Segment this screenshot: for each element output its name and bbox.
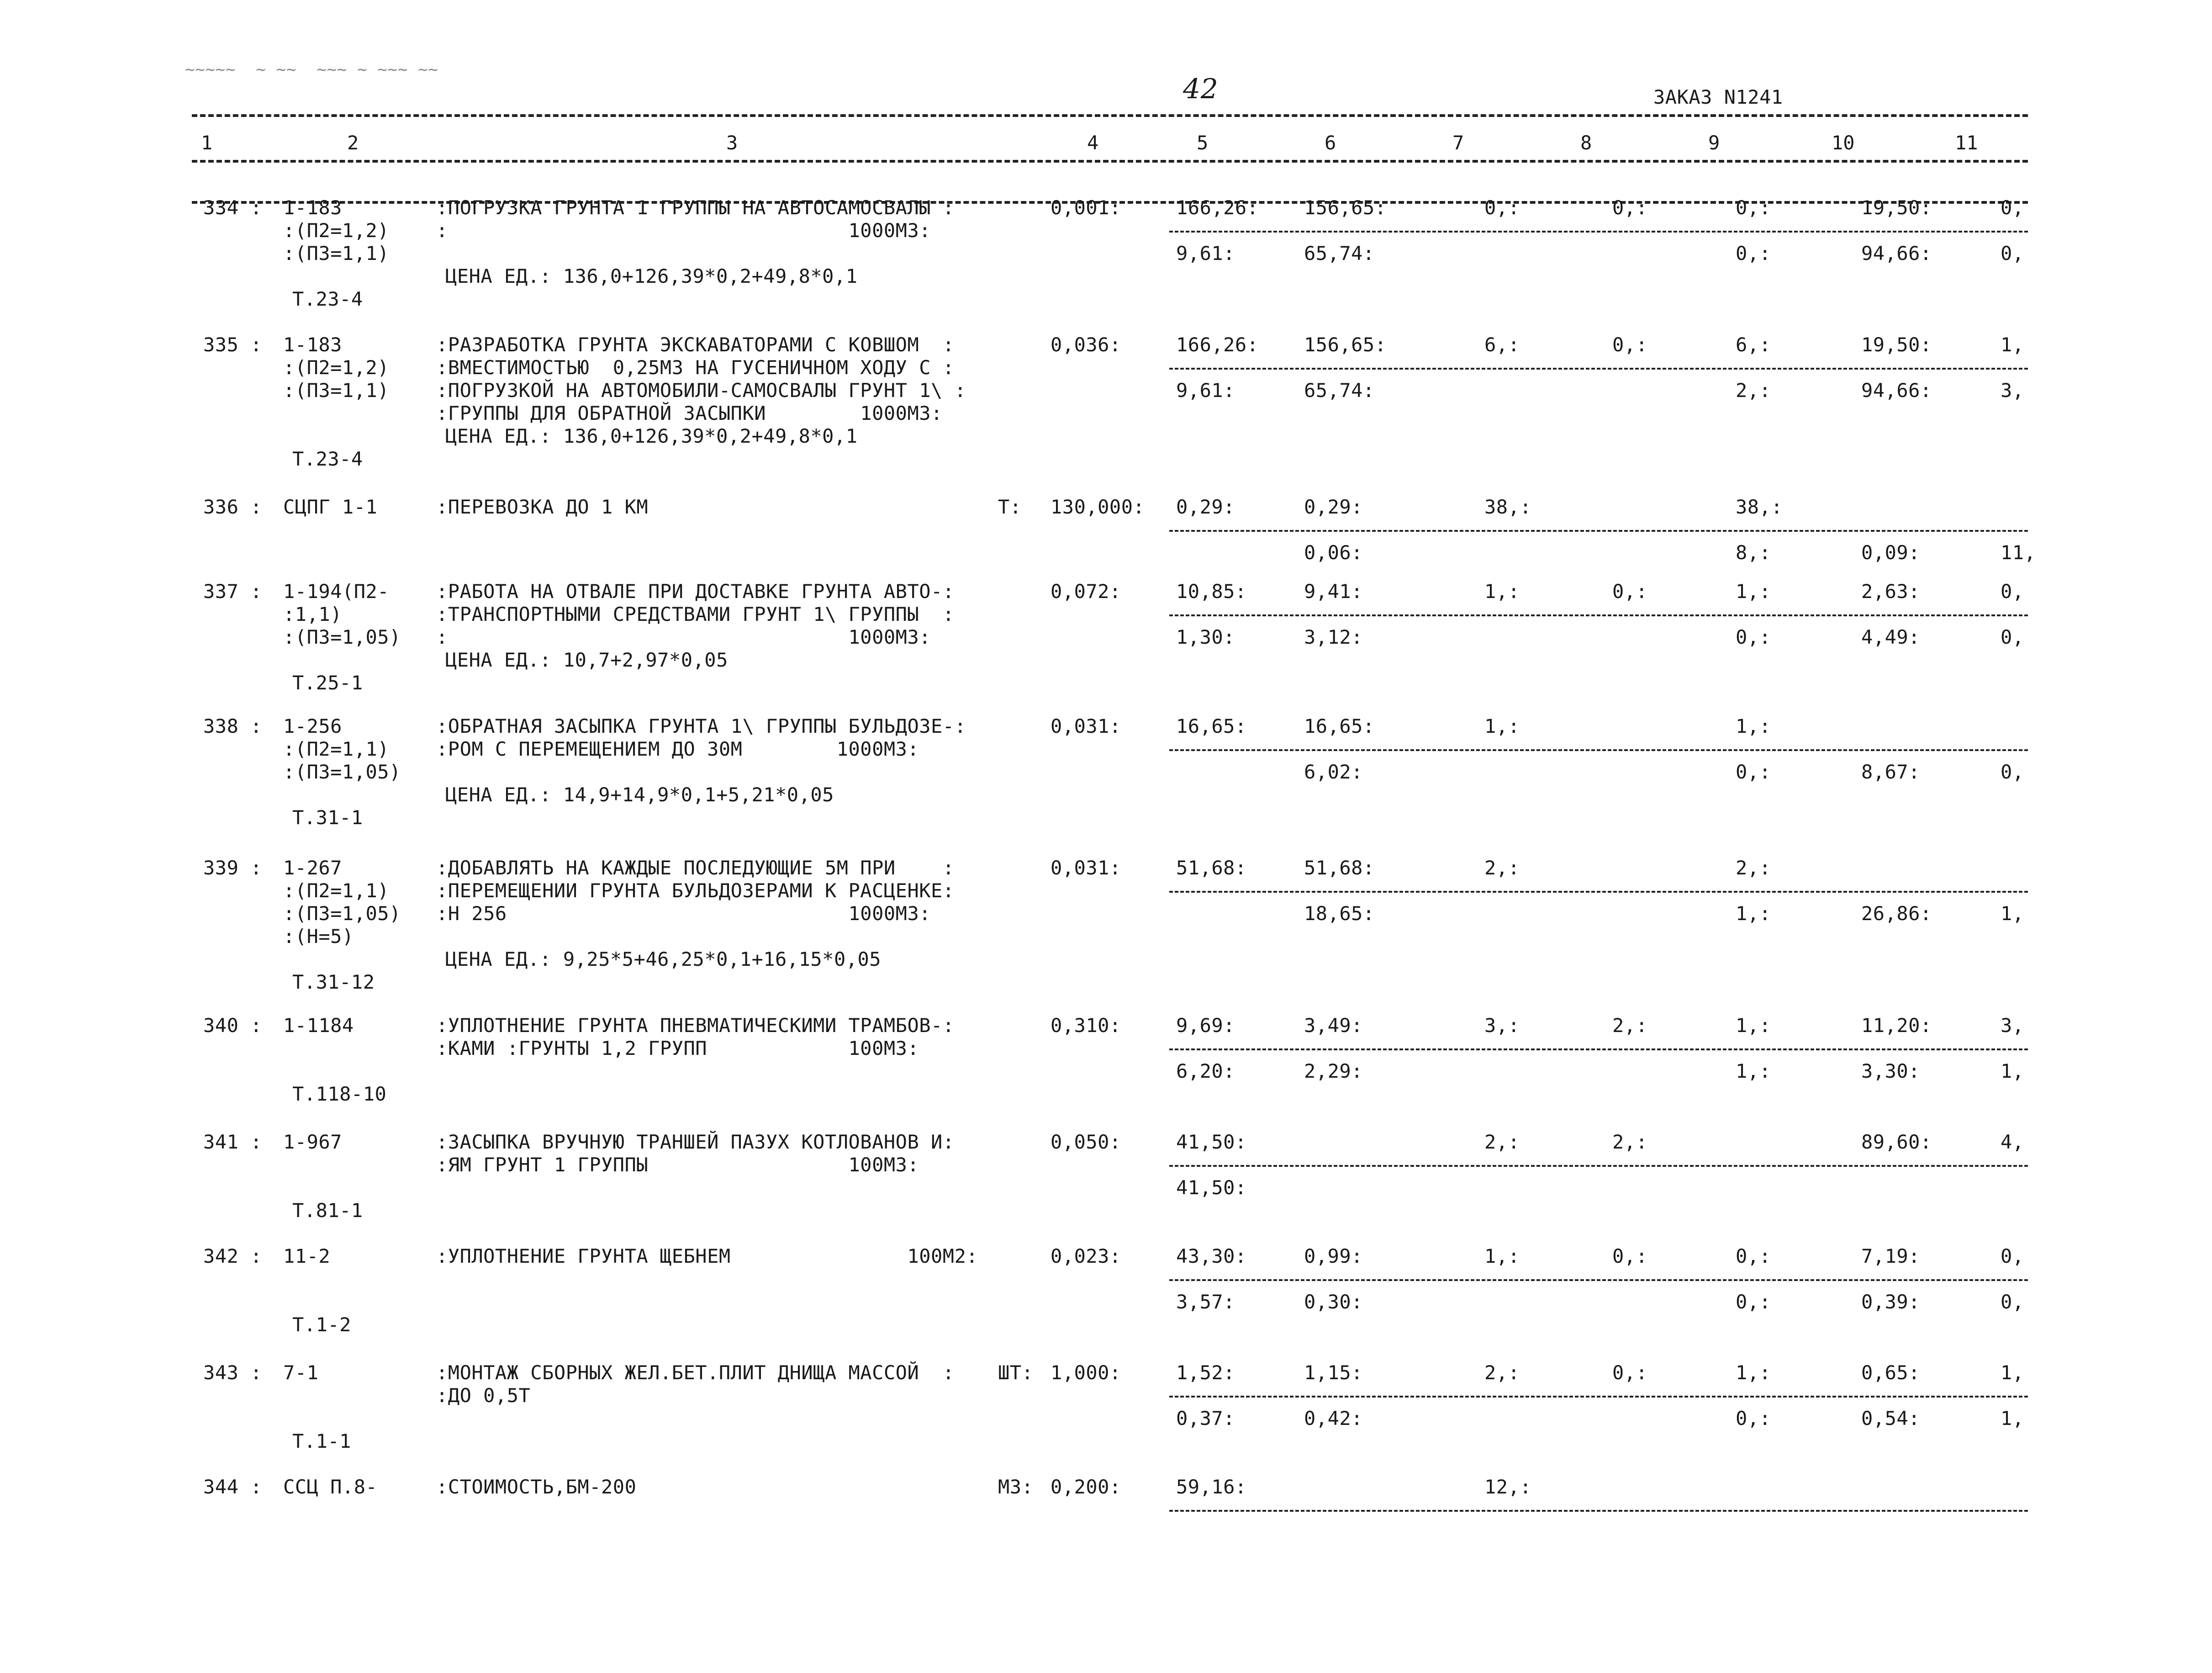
cell-c6-bottom: 0,30: bbox=[1304, 1291, 1363, 1313]
cell-c11-top: 4, bbox=[2001, 1131, 2024, 1153]
column-number: 8 bbox=[1580, 132, 1592, 154]
row-code: 1-1184 bbox=[283, 1014, 354, 1037]
row-code: 1-967 bbox=[283, 1131, 342, 1153]
cell-c5-top: 10,85: bbox=[1176, 580, 1247, 603]
cell-c6-top: 156,65: bbox=[1304, 334, 1387, 356]
row-description: :ГРУППЫ ДЛЯ ОБРАТНОЙ ЗАСЫПКИ 1000М3: bbox=[436, 402, 943, 424]
cell-col4: 0,001: bbox=[1051, 196, 1121, 219]
cell-c9-top: 38,: bbox=[1736, 496, 1783, 518]
row-price-formula: ЦЕНА ЕД.: 10,7+2,97*0,05 bbox=[445, 649, 728, 671]
cell-c11-bottom: 3, bbox=[2001, 379, 2024, 402]
row-number: 334 : bbox=[203, 196, 262, 219]
cell-c9-top: 0,: bbox=[1736, 1245, 1771, 1267]
cell-c6-top: 9,41: bbox=[1304, 580, 1363, 603]
row-code: :(П2=1,2) bbox=[283, 356, 390, 379]
cell-divider bbox=[1169, 1165, 2028, 1167]
cell-divider bbox=[1169, 1279, 2028, 1281]
cell-c6-bottom: 18,65: bbox=[1304, 902, 1375, 925]
cell-c5-bottom: 41,50: bbox=[1176, 1176, 1247, 1199]
cell-col4: 0,023: bbox=[1051, 1245, 1121, 1267]
cell-c8-top: 0,: bbox=[1612, 334, 1648, 356]
cell-c8-top: 0,: bbox=[1612, 196, 1648, 219]
row-description: :Н 256 1000М3: bbox=[436, 902, 931, 925]
cell-c5-bottom: 9,61: bbox=[1176, 242, 1235, 265]
cell-col4: 0,031: bbox=[1051, 715, 1121, 737]
cell-c11-top: 1, bbox=[2001, 1361, 2024, 1384]
cell-c7-top: 38,: bbox=[1484, 496, 1532, 518]
cell-c9-bottom: 0,: bbox=[1736, 1291, 1771, 1313]
cell-c6-top: 16,65: bbox=[1304, 715, 1375, 737]
cell-c11-top: 0, bbox=[2001, 196, 2024, 219]
row-code: 11-2 bbox=[283, 1245, 331, 1267]
cell-c11-bottom: 0, bbox=[2001, 761, 2024, 783]
cell-c6-top: 3,49: bbox=[1304, 1014, 1363, 1037]
cell-col4: 1,000: bbox=[1051, 1361, 1121, 1384]
row-reference: Т.23-4 bbox=[292, 288, 363, 310]
row-number: 344 : bbox=[203, 1476, 262, 1498]
cell-col4: 0,310: bbox=[1051, 1014, 1121, 1037]
cell-c7-top: 6,: bbox=[1484, 334, 1520, 356]
row-price-formula: ЦЕНА ЕД.: 9,25*5+46,25*0,1+16,15*0,05 bbox=[445, 948, 882, 970]
row-description: :ВМЕСТИМОСТЬЮ 0,25М3 НА ГУСЕНИЧНОМ ХОДУ С : bbox=[436, 356, 955, 379]
row-reference: Т.81-1 bbox=[292, 1199, 363, 1222]
row-price-formula: ЦЕНА ЕД.: 136,0+126,39*0,2+49,8*0,1 bbox=[445, 265, 858, 287]
row-code: :(П3=1,1) bbox=[283, 242, 390, 265]
row-code: :(П3=1,05) bbox=[283, 626, 401, 648]
row-code: :(П3=1,05) bbox=[283, 761, 401, 783]
column-number: 11 bbox=[1955, 132, 1978, 154]
cell-c6-top: 51,68: bbox=[1304, 857, 1375, 879]
cell-c10-bottom: 0,39: bbox=[1861, 1291, 1920, 1313]
cell-c11-bottom: 1, bbox=[2001, 1407, 2024, 1429]
cell-c7-top: 1,: bbox=[1484, 715, 1520, 737]
cell-c9-top: 6,: bbox=[1736, 334, 1771, 356]
column-number: 3 bbox=[726, 132, 738, 154]
cell-c9-top: 1,: bbox=[1736, 1361, 1771, 1384]
cell-c10-top: 19,50: bbox=[1861, 334, 1932, 356]
row-description: :СТОИМОСТЬ,БМ-200 bbox=[436, 1476, 637, 1498]
cell-c8-top: 2,: bbox=[1612, 1014, 1648, 1037]
column-number: 5 bbox=[1197, 132, 1209, 154]
row-code: 7-1 bbox=[283, 1361, 319, 1384]
row-code: :(П2=1,2) bbox=[283, 219, 390, 242]
row-description: :ПЕРЕВОЗКА ДО 1 КМ bbox=[436, 496, 649, 518]
row-number: 342 : bbox=[203, 1245, 262, 1267]
cell-c6-bottom: 3,12: bbox=[1304, 626, 1363, 648]
row-description: :КАМИ :ГРУНТЫ 1,2 ГРУПП 100М3: bbox=[436, 1037, 919, 1059]
row-description: :ОБРАТНАЯ ЗАСЫПКА ГРУНТА 1\ ГРУППЫ БУЛЬДОЗЕ-: bbox=[436, 715, 966, 737]
cell-col4: 0,031: bbox=[1051, 857, 1121, 879]
cell-c11-bottom: 0, bbox=[2001, 626, 2024, 648]
row-description: :РАЗРАБОТКА ГРУНТА ЭКСКАВАТОРАМИ С КОВШОМ : bbox=[436, 334, 955, 356]
row-description: :ДО 0,5Т bbox=[436, 1384, 531, 1407]
cell-col4: 0,036: bbox=[1051, 334, 1121, 356]
column-number: 9 bbox=[1708, 132, 1720, 154]
cell-c5-top: 9,69: bbox=[1176, 1014, 1235, 1037]
row-description: :РАБОТА НА ОТВАЛЕ ПРИ ДОСТАВКЕ ГРУНТА АВТО-: bbox=[436, 580, 955, 603]
row-code: :(П3=1,1) bbox=[283, 379, 390, 402]
cell-divider bbox=[1169, 368, 2028, 370]
cell-c5-top: 166,26: bbox=[1176, 334, 1259, 356]
cell-c11-top: 0, bbox=[2001, 580, 2024, 603]
cell-c5-top: 59,16: bbox=[1176, 1476, 1247, 1498]
cell-c10-top: 7,19: bbox=[1861, 1245, 1920, 1267]
cell-divider bbox=[1169, 530, 2028, 532]
column-number: 1 bbox=[201, 132, 213, 154]
cell-c5-top: 16,65: bbox=[1176, 715, 1247, 737]
cell-c10-top: 2,63: bbox=[1861, 580, 1920, 603]
cell-c5-top: 51,68: bbox=[1176, 857, 1247, 879]
cell-col4: 0,200: bbox=[1051, 1476, 1121, 1498]
row-number: 341 : bbox=[203, 1131, 262, 1153]
row-description: :ТРАНСПОРТНЫМИ СРЕДСТВАМИ ГРУНТ 1\ ГРУППЫ : bbox=[436, 603, 955, 625]
column-number: 6 bbox=[1325, 132, 1336, 154]
cell-c5-bottom: 3,57: bbox=[1176, 1291, 1235, 1313]
cell-c11-bottom: 0, bbox=[2001, 242, 2024, 265]
cell-c9-top: 2,: bbox=[1736, 857, 1771, 879]
row-reference: Т.25-1 bbox=[292, 672, 363, 694]
cell-c9-top: 1,: bbox=[1736, 715, 1771, 737]
cell-c10-bottom: 94,66: bbox=[1861, 242, 1932, 265]
row-description: :ЗАСЫПКА ВРУЧНУЮ ТРАНШЕЙ ПАЗУХ КОТЛОВАНОВ И: bbox=[436, 1131, 955, 1153]
column-number: 2 bbox=[347, 132, 359, 154]
cell-c10-top: 0,65: bbox=[1861, 1361, 1920, 1384]
row-description: :МОНТАЖ СБОРНЫХ ЖЕЛ.БЕТ.ПЛИТ ДНИЩА МАССОЙ : bbox=[436, 1361, 955, 1384]
cell-c10-bottom: 26,86: bbox=[1861, 902, 1932, 925]
cell-c11-top: 1, bbox=[2001, 334, 2024, 356]
cell-c7-top: 2,: bbox=[1484, 1131, 1520, 1153]
cell-c11-bottom: 11, bbox=[2001, 541, 2036, 564]
row-description: :УПЛОТНЕНИЕ ГРУНТА ПНЕВМАТИЧЕСКИМИ ТРАМБОВ-: bbox=[436, 1014, 955, 1037]
cell-c6-bottom: 0,06: bbox=[1304, 541, 1363, 564]
cell-c7-top: 12,: bbox=[1484, 1476, 1532, 1498]
cell-c9-bottom: 0,: bbox=[1736, 761, 1771, 783]
row-code: 1-183 bbox=[283, 196, 342, 219]
row-number: 335 : bbox=[203, 334, 262, 356]
column-number: 10 bbox=[1832, 132, 1855, 154]
row-number: 339 : bbox=[203, 857, 262, 879]
cell-divider bbox=[1169, 1396, 2028, 1398]
cell-c9-bottom: 0,: bbox=[1736, 626, 1771, 648]
cell-c8-top: 0,: bbox=[1612, 1361, 1648, 1384]
cell-c11-top: 3, bbox=[2001, 1014, 2024, 1037]
row-number: 338 : bbox=[203, 715, 262, 737]
cell-divider bbox=[1169, 231, 2028, 233]
row-code: СЦПГ 1-1 bbox=[283, 496, 378, 518]
cell-c11-bottom: 0, bbox=[2001, 1291, 2024, 1313]
cell-c7-top: 2,: bbox=[1484, 857, 1520, 879]
column-number: 7 bbox=[1452, 132, 1464, 154]
row-description: :УПЛОТНЕНИЕ ГРУНТА ЩЕБНЕМ 100М2: bbox=[436, 1245, 978, 1267]
cell-c10-top: 11,20: bbox=[1861, 1014, 1932, 1037]
cell-c6-bottom: 2,29: bbox=[1304, 1060, 1363, 1082]
column-number: 4 bbox=[1087, 132, 1099, 154]
row-code: 1-183 bbox=[283, 334, 342, 356]
cell-c7-top: 1,: bbox=[1484, 1245, 1520, 1267]
cell-c6-bottom: 65,74: bbox=[1304, 379, 1375, 402]
row-unit: Т: bbox=[998, 496, 1022, 518]
cell-c10-bottom: 4,49: bbox=[1861, 626, 1920, 648]
cell-col4: 0,072: bbox=[1051, 580, 1121, 603]
cell-c9-bottom: 1,: bbox=[1736, 1060, 1771, 1082]
cell-col4: 130,000: bbox=[1051, 496, 1145, 518]
row-code: 1-256 bbox=[283, 715, 342, 737]
cell-c5-top: 0,29: bbox=[1176, 496, 1235, 518]
row-number: 340 : bbox=[203, 1014, 262, 1037]
cell-divider bbox=[1169, 891, 2028, 893]
order-label: ЗАКАЗ N1241 bbox=[1653, 86, 1783, 108]
row-reference: Т.118-10 bbox=[292, 1083, 387, 1105]
row-reference: Т.1-2 bbox=[292, 1313, 351, 1336]
row-code: :(Н=5) bbox=[283, 925, 354, 948]
row-code: :(П3=1,05) bbox=[283, 902, 401, 925]
row-description: :ЯМ ГРУНТ 1 ГРУППЫ 100М3: bbox=[436, 1154, 919, 1176]
cell-c10-bottom: 8,67: bbox=[1861, 761, 1920, 783]
cell-c5-top: 43,30: bbox=[1176, 1245, 1247, 1267]
cell-c11-bottom: 1, bbox=[2001, 902, 2024, 925]
cell-c9-bottom: 0,: bbox=[1736, 1407, 1771, 1429]
row-description: :ПОГРУЗКА ГРУНТА 1 ГРУППЫ НА АВТОСАМОСВАЛЫ : bbox=[436, 196, 955, 219]
cell-c10-bottom: 0,54: bbox=[1861, 1407, 1920, 1429]
cell-c5-top: 1,52: bbox=[1176, 1361, 1235, 1384]
row-code: :(П2=1,1) bbox=[283, 738, 390, 760]
cell-c11-bottom: 1, bbox=[2001, 1060, 2024, 1082]
cell-divider bbox=[1169, 614, 2028, 616]
cell-c10-top: 19,50: bbox=[1861, 196, 1932, 219]
cell-c5-bottom: 6,20: bbox=[1176, 1060, 1235, 1082]
row-description: :ПОГРУЗКОЙ НА АВТОМОБИЛИ-САМОСВАЛЫ ГРУНТ 1\ : bbox=[436, 379, 966, 402]
header-rule-bottom bbox=[192, 160, 2028, 163]
row-number: 336 : bbox=[203, 496, 262, 518]
cell-c9-top: 1,: bbox=[1736, 1014, 1771, 1037]
cell-c10-bottom: 94,66: bbox=[1861, 379, 1932, 402]
row-description: :ДОБАВЛЯТЬ НА КАЖДЫЕ ПОСЛЕДУЮЩИЕ 5М ПРИ : bbox=[436, 857, 955, 879]
cell-c9-top: 0,: bbox=[1736, 196, 1771, 219]
row-code: :(П2=1,1) bbox=[283, 879, 390, 902]
cell-col4: 0,050: bbox=[1051, 1131, 1121, 1153]
cell-c6-top: 156,65: bbox=[1304, 196, 1387, 219]
row-reference: Т.23-4 bbox=[292, 448, 363, 470]
cell-c7-top: 0,: bbox=[1484, 196, 1520, 219]
row-number: 343 : bbox=[203, 1361, 262, 1384]
cell-c7-top: 2,: bbox=[1484, 1361, 1520, 1384]
row-description: : 1000М3: bbox=[436, 219, 931, 242]
cell-c8-top: 0,: bbox=[1612, 1245, 1648, 1267]
row-description: : 1000М3: bbox=[436, 626, 931, 648]
cell-c7-top: 1,: bbox=[1484, 580, 1520, 603]
row-price-formula: ЦЕНА ЕД.: 136,0+126,39*0,2+49,8*0,1 bbox=[445, 425, 858, 447]
row-code: :1,1) bbox=[283, 603, 342, 625]
cell-c11-top: 0, bbox=[2001, 1245, 2024, 1267]
row-reference: Т.31-12 bbox=[292, 971, 375, 993]
row-code: 1-194(П2- bbox=[283, 580, 390, 603]
cell-c10-top: 89,60: bbox=[1861, 1131, 1932, 1153]
row-code: 1-267 bbox=[283, 857, 342, 879]
cell-c9-top: 1,: bbox=[1736, 580, 1771, 603]
cell-c5-bottom: 9,61: bbox=[1176, 379, 1235, 402]
row-reference: Т.1-1 bbox=[292, 1430, 351, 1452]
cell-c5-bottom: 0,37: bbox=[1176, 1407, 1235, 1429]
row-reference: Т.31-1 bbox=[292, 806, 363, 829]
cell-c5-bottom: 1,30: bbox=[1176, 626, 1235, 648]
row-price-formula: ЦЕНА ЕД.: 14,9+14,9*0,1+5,21*0,05 bbox=[445, 784, 834, 806]
cell-c8-top: 0,: bbox=[1612, 580, 1648, 603]
row-number: 337 : bbox=[203, 580, 262, 603]
cell-c6-top: 1,15: bbox=[1304, 1361, 1363, 1384]
cell-c9-bottom: 1,: bbox=[1736, 902, 1771, 925]
cell-divider bbox=[1169, 1048, 2028, 1050]
cell-divider bbox=[1169, 749, 2028, 751]
cell-c9-bottom: 0,: bbox=[1736, 242, 1771, 265]
cell-c6-top: 0,99: bbox=[1304, 1245, 1363, 1267]
row-unit: ШТ: bbox=[998, 1361, 1034, 1384]
header-rule-top bbox=[192, 114, 2028, 117]
row-unit: М3: bbox=[998, 1476, 1034, 1498]
row-code: ССЦ П.8- bbox=[283, 1476, 378, 1498]
cell-divider bbox=[1169, 1510, 2028, 1512]
cell-c6-bottom: 0,42: bbox=[1304, 1407, 1363, 1429]
cell-c5-top: 166,26: bbox=[1176, 196, 1259, 219]
cell-c10-bottom: 0,09: bbox=[1861, 541, 1920, 564]
row-description: :ПЕРЕМЕЩЕНИИ ГРУНТА БУЛЬДОЗЕРАМИ К РАСЦЕНКЕ: bbox=[436, 879, 955, 902]
page-number: 42 bbox=[1183, 73, 1219, 105]
faint-header-text: ~~~~~ ~ ~~ ~~~ ~ ~~~ ~~ bbox=[185, 60, 438, 79]
cell-c10-bottom: 3,30: bbox=[1861, 1060, 1920, 1082]
cell-c5-top: 41,50: bbox=[1176, 1131, 1247, 1153]
cell-c6-top: 0,29: bbox=[1304, 496, 1363, 518]
cell-c8-top: 2,: bbox=[1612, 1131, 1648, 1153]
cell-c7-top: 3,: bbox=[1484, 1014, 1520, 1037]
cell-c9-bottom: 8,: bbox=[1736, 541, 1771, 564]
cell-c9-bottom: 2,: bbox=[1736, 379, 1771, 402]
cell-c6-bottom: 65,74: bbox=[1304, 242, 1375, 265]
row-description: :РОМ С ПЕРЕМЕЩЕНИЕМ ДО 30М 1000М3: bbox=[436, 738, 919, 760]
cell-c6-bottom: 6,02: bbox=[1304, 761, 1363, 783]
